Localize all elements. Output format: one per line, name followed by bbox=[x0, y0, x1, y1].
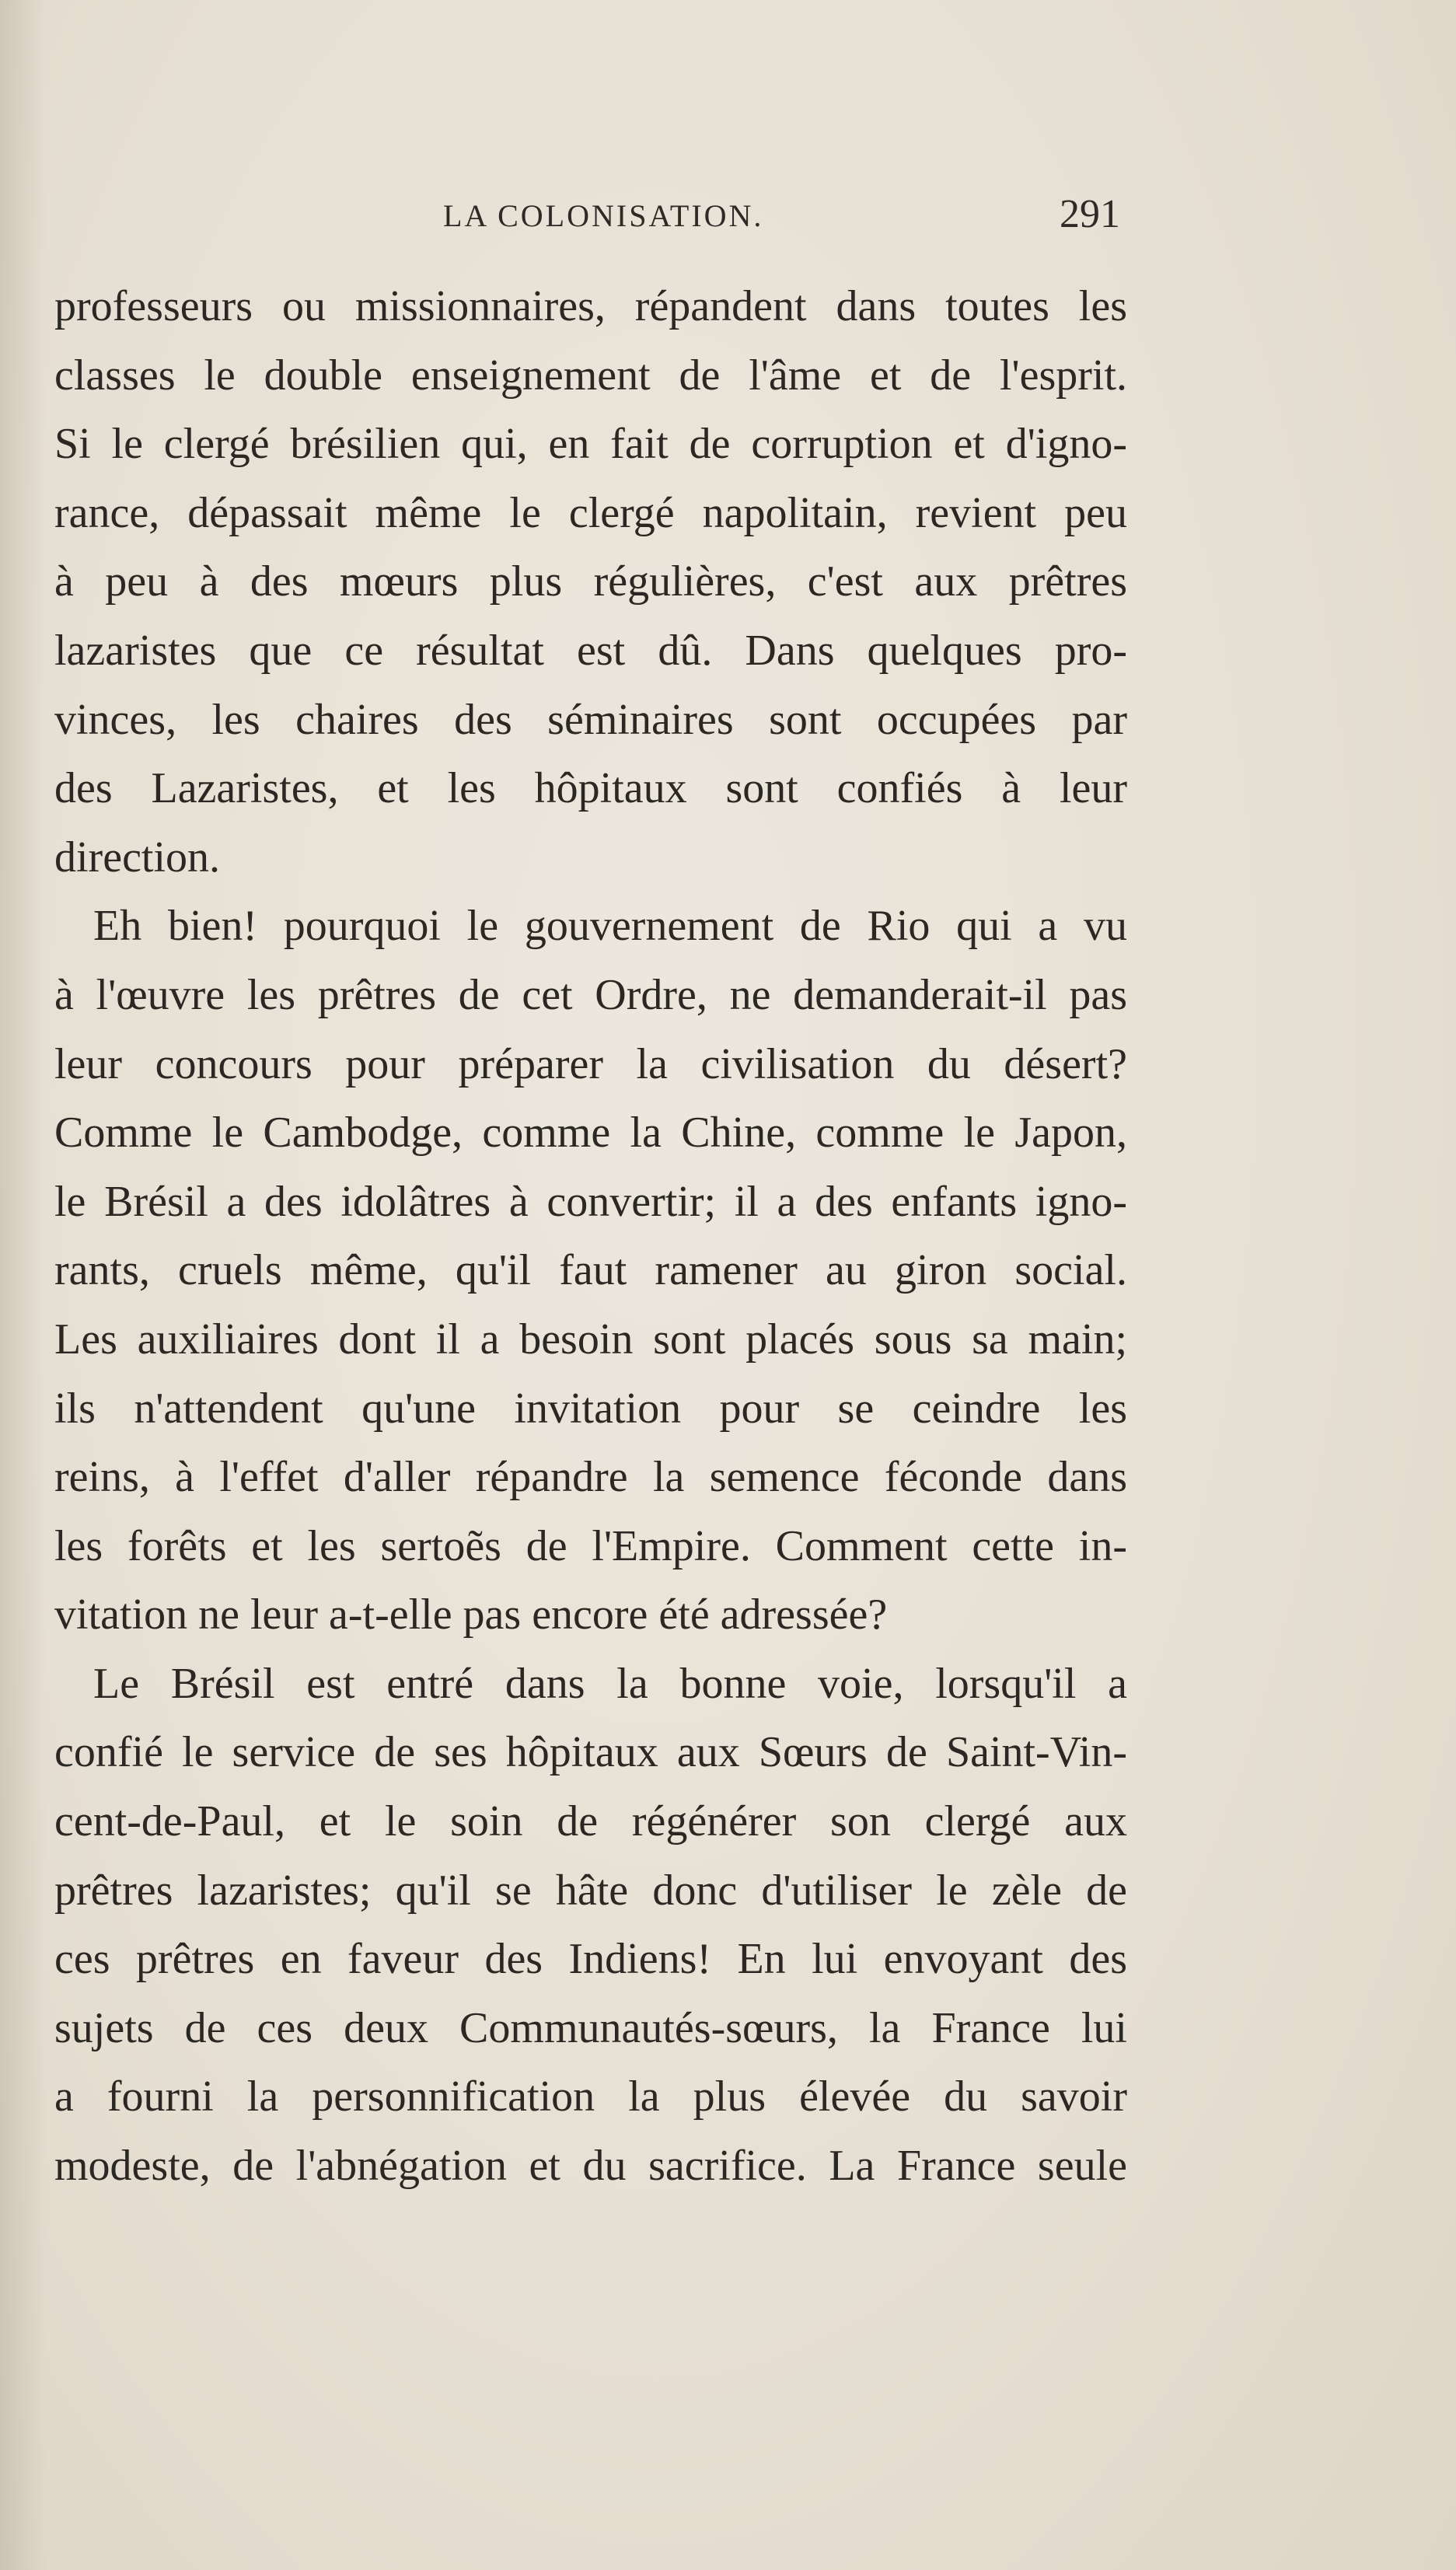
body-text bbox=[54, 272, 1127, 2201]
text-line: rants, cruels même, qu'il faut ramener au giron social. bbox=[54, 1246, 1127, 1295]
text-line: prêtres lazaristes; qu'il se hâte donc d'utiliser le zèle de bbox=[54, 1866, 1127, 1915]
text-line: leur concours pour préparer la civilisation du désert? bbox=[54, 1039, 1127, 1088]
text-line: direction. bbox=[54, 833, 221, 882]
text-line: confié le service de ses hôpitaux aux Sœurs de Saint-Vin- bbox=[54, 1728, 1127, 1777]
text-line: Le Brésil est entré dans la bonne voie, lorsqu'il a bbox=[93, 1659, 1127, 1708]
text-line: à peu à des mœurs plus régulières, c'est aux prêtres bbox=[54, 557, 1127, 606]
text-line: sujets de ces deux Communautés-sœurs, la France lui bbox=[54, 2003, 1127, 2052]
text-line: ils n'attendent qu'une invitation pour se ceindre les bbox=[54, 1384, 1127, 1433]
text-line: modeste, de l'abnégation et du sacrifice. La France seule bbox=[54, 2142, 1127, 2191]
text-line: Comme le Cambodge, comme la Chine, comme le Japon, bbox=[54, 1109, 1127, 1158]
text-line: Eh bien! pourquoi le gouvernement de Rio qui a vu bbox=[93, 902, 1127, 951]
text-line: cent-de-Paul, et le soin de régénérer son clergé aux bbox=[54, 1797, 1127, 1846]
text-line: rance, dépassait même le clergé napolitain, revient peu bbox=[54, 488, 1127, 537]
text-line: Les auxiliaires dont il a besoin sont placés sous sa main; bbox=[54, 1315, 1127, 1364]
text-line: lazaristes que ce résultat est dû. Dans quelques pro- bbox=[54, 626, 1127, 675]
text-line: classes le double enseignement de l'âme et de l'esprit. bbox=[54, 351, 1127, 400]
text-line: professeurs ou missionnaires, répandent dans toutes les bbox=[54, 282, 1127, 330]
text-line: le Brésil a des idolâtres à convertir; il a des enfants igno- bbox=[54, 1177, 1127, 1226]
text-line: vinces, les chaires des séminaires sont occupées par bbox=[54, 695, 1127, 744]
running-head bbox=[0, 191, 1456, 246]
text-line: vitation ne leur a-t-elle pas encore été adressée? bbox=[54, 1591, 888, 1639]
running-title: LA COLONISATION. bbox=[443, 198, 764, 233]
page-edge-shadow bbox=[0, 0, 47, 2570]
text-line: ces prêtres en faveur des Indiens! En lui envoyant des bbox=[54, 1935, 1127, 1984]
page-number: 291 bbox=[1060, 192, 1120, 236]
text-line: à l'œuvre les prêtres de cet Ordre, ne demanderait-il pas bbox=[54, 970, 1127, 1019]
text-line: Si le clergé brésilien qui, en fait de corruption et d'igno- bbox=[54, 420, 1127, 469]
text-line: des Lazaristes, et les hôpitaux sont confiés à leur bbox=[54, 764, 1127, 813]
text-line: reins, à l'effet d'aller répandre la semence féconde dans bbox=[54, 1453, 1127, 1502]
text-line: les forêts et les sertoẽs de l'Empire. Comment cette in- bbox=[54, 1521, 1127, 1570]
text-line: a fourni la personnification la plus élevée du savoir bbox=[54, 2072, 1127, 2121]
